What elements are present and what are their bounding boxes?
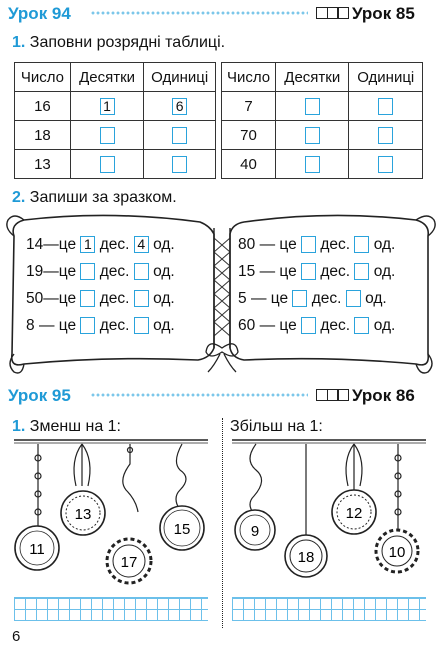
- row-dash: —: [259, 236, 276, 253]
- ones-box[interactable]: [354, 317, 369, 334]
- ones-box[interactable]: [134, 317, 149, 334]
- word-ce: це: [279, 236, 297, 253]
- word-des: дес.: [311, 290, 342, 307]
- answer-box[interactable]: [172, 127, 187, 144]
- page-number: 6: [12, 628, 21, 645]
- word-od: од.: [365, 290, 387, 307]
- answer-box[interactable]: 6: [172, 98, 187, 115]
- col-header-tens: Десятки: [70, 63, 143, 92]
- ornaments-illustration: [0, 436, 442, 586]
- tens-box[interactable]: [301, 263, 316, 280]
- books-icon: [318, 389, 349, 401]
- answer-box[interactable]: [378, 127, 393, 144]
- col-header-ones: Одиниці: [349, 63, 423, 92]
- col-header-number: Число: [222, 63, 276, 92]
- answer-box[interactable]: 1: [100, 98, 115, 115]
- task-text: Зменш на 1:: [29, 418, 121, 435]
- answer-box[interactable]: [172, 156, 187, 173]
- task-number: 1.: [12, 418, 26, 435]
- word-des: дес.: [99, 263, 130, 280]
- tens-box[interactable]: [301, 317, 316, 334]
- row-dash: —: [259, 263, 276, 280]
- task-decrease-heading: [12, 418, 121, 436]
- row-number: 5: [238, 290, 247, 307]
- row-number: 19: [26, 263, 44, 280]
- word-des: дес.: [99, 236, 130, 253]
- books-icon: [318, 7, 349, 19]
- exercise-row: [238, 290, 387, 308]
- word-des: дес.: [99, 290, 130, 307]
- ornament-number: 9: [250, 523, 260, 540]
- table-cell-number: 40: [222, 150, 276, 179]
- answer-grid-left[interactable]: [14, 597, 208, 621]
- row-dash: —: [43, 290, 59, 307]
- word-des: дес.: [320, 236, 351, 253]
- header-divider: [90, 393, 308, 397]
- example-row: [26, 236, 175, 254]
- ones-box[interactable]: [346, 290, 361, 307]
- lesson-title-95: Урок 95: [8, 386, 71, 405]
- answer-grid-right[interactable]: [232, 597, 426, 621]
- word-ce: це: [58, 290, 77, 307]
- word-ce: це: [58, 263, 77, 280]
- row-dash: —: [43, 236, 59, 253]
- task-text: Запиши за зразком.: [29, 189, 177, 206]
- answer-box[interactable]: [100, 127, 115, 144]
- word-ce: це: [58, 236, 77, 253]
- ornament-number: 17: [120, 554, 138, 571]
- tens-box[interactable]: [292, 290, 307, 307]
- task-number: 1.: [12, 34, 26, 51]
- row-dash: —: [43, 263, 59, 280]
- word-des: дес.: [320, 317, 351, 334]
- ones-box[interactable]: 4: [134, 236, 149, 253]
- tens-box[interactable]: [301, 236, 316, 253]
- task-number: 2.: [12, 189, 26, 206]
- word-ce: це: [58, 317, 77, 334]
- header-divider: [90, 11, 308, 15]
- place-value-table-right: [221, 62, 423, 179]
- row-number: 15: [238, 263, 256, 280]
- word-od: од.: [373, 263, 396, 280]
- ornament-number: 15: [173, 521, 191, 538]
- exercise-row: [238, 317, 395, 335]
- ornament-number: 13: [74, 506, 92, 523]
- word-des: дес.: [99, 317, 130, 334]
- row-number: 8: [26, 317, 35, 334]
- ones-box[interactable]: [134, 263, 149, 280]
- col-header-ones: Одиниці: [144, 63, 216, 92]
- answer-box[interactable]: [305, 127, 320, 144]
- row-number: 80: [238, 236, 256, 253]
- table-cell-number: 70: [222, 121, 276, 150]
- exercise-row: [26, 317, 175, 335]
- table-cell-number: 7: [222, 92, 276, 121]
- ones-box[interactable]: [354, 263, 369, 280]
- exercise-row: [26, 290, 175, 308]
- ornament-number: 18: [297, 549, 315, 566]
- tens-box[interactable]: [80, 263, 95, 280]
- table-cell-number: 13: [15, 150, 71, 179]
- col-header-number: Число: [15, 63, 71, 92]
- col-header-tens: Десятки: [276, 63, 349, 92]
- lesson-ref-86: Урок 86: [352, 386, 415, 405]
- word-od: од.: [153, 317, 175, 334]
- word-des: дес.: [320, 263, 351, 280]
- word-ce: це: [270, 290, 289, 307]
- word-od: од.: [153, 236, 175, 253]
- lesson-ref-85: Урок 85: [352, 4, 415, 23]
- ones-box[interactable]: [354, 236, 369, 253]
- task-1-heading: [12, 34, 225, 52]
- word-od: од.: [153, 263, 175, 280]
- row-number: 60: [238, 317, 256, 334]
- exercise-row: [238, 236, 395, 254]
- table-cell-number: 16: [15, 92, 71, 121]
- word-ce: це: [279, 317, 297, 334]
- answer-box[interactable]: [378, 156, 393, 173]
- answer-box[interactable]: [100, 156, 115, 173]
- row-number: 14: [26, 236, 44, 253]
- tens-box[interactable]: [80, 317, 95, 334]
- tens-box[interactable]: [80, 290, 95, 307]
- word-ce: це: [279, 263, 297, 280]
- answer-box[interactable]: [378, 98, 393, 115]
- row-number: 50: [26, 290, 44, 307]
- row-dash: —: [38, 317, 55, 334]
- ornament-number: 12: [345, 505, 363, 522]
- ones-box[interactable]: [134, 290, 149, 307]
- exercise-row: [238, 263, 395, 281]
- ornament-number: 10: [388, 544, 406, 561]
- answer-box[interactable]: [305, 98, 320, 115]
- answer-box[interactable]: [305, 156, 320, 173]
- table-cell-number: 18: [15, 121, 71, 150]
- exercise-row: [26, 263, 175, 281]
- word-od: од.: [373, 236, 396, 253]
- task-text: Заповни розрядні таблиці.: [29, 34, 226, 51]
- place-value-table-left: [14, 62, 216, 179]
- lesson-title-94: Урок 94: [8, 4, 71, 23]
- task-increase-heading: Збільш на 1:: [230, 418, 323, 435]
- tens-box[interactable]: 1: [80, 236, 95, 253]
- ornament-number: 11: [29, 541, 45, 558]
- row-dash: —: [250, 290, 267, 307]
- word-od: од.: [373, 317, 396, 334]
- task-2-heading: [12, 189, 177, 207]
- word-od: од.: [153, 290, 175, 307]
- row-dash: —: [259, 317, 276, 334]
